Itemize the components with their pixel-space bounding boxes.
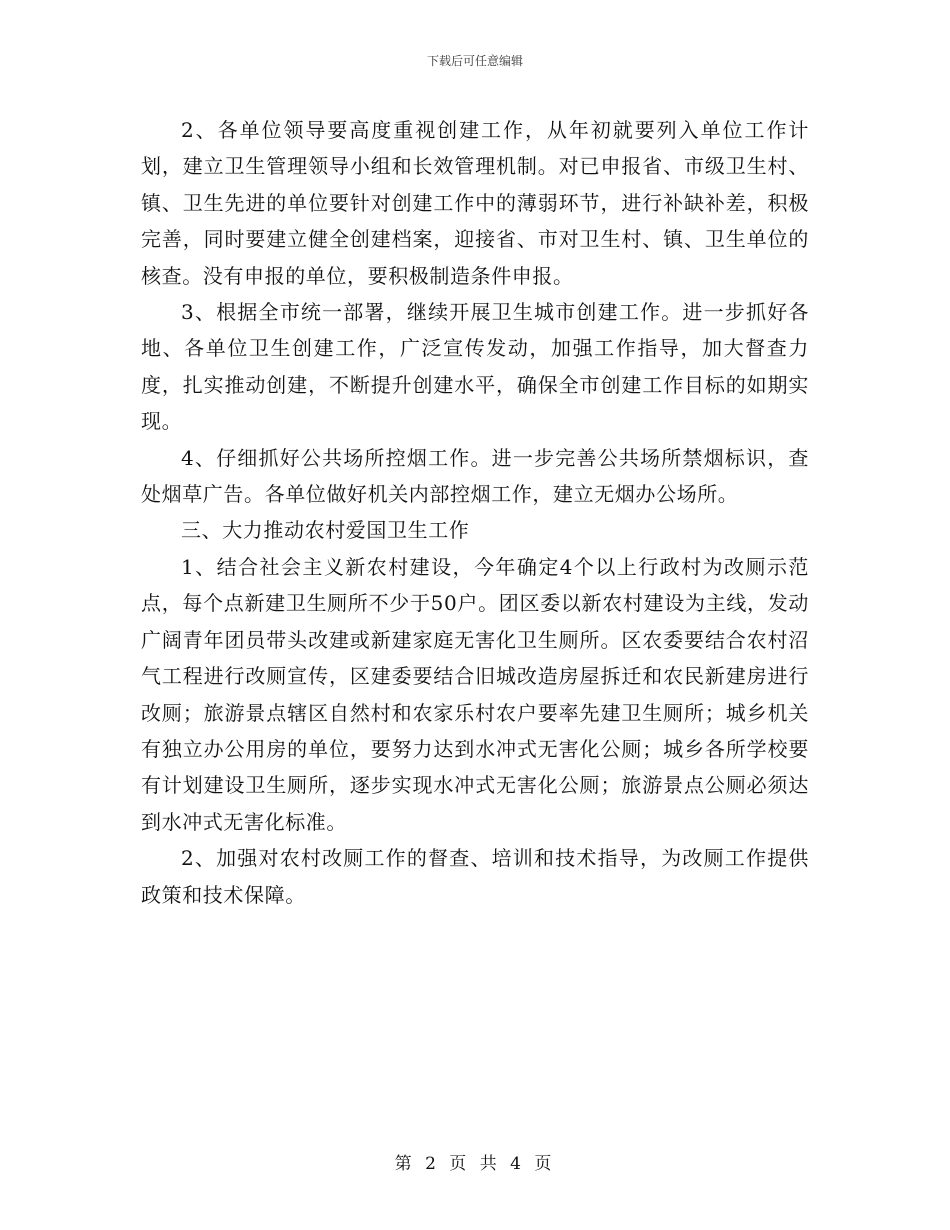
paragraph-item-2: 2、各单位领导要高度重视创建工作，从年初就要列入单位工作计划，建立卫生管理领导小组和长效管理机制。对已申报省、市级卫生村、镇、卫生先进的单位要针对创建工作中的薄弱环节，进行补缺补差，积极完善，同时要建立健全创建档案，迎接省、市对卫生村、镇、卫生单位的核查。没有申报的单位，要积极制造条件申报。 xyxy=(141,118,809,288)
page-number-footer: 第 2 页 共 4 页 xyxy=(394,1154,556,1174)
document-body xyxy=(141,112,809,913)
paragraph-item-4: 4、仔细抓好公共场所控烟工作。进一步完善公共场所禁烟标识，查处烟草广告。各单位做好机关内部控烟工作，建立无烟办公场所。 xyxy=(141,445,809,507)
page-header: 下载后可任意编辑 xyxy=(426,54,523,68)
section-heading-3: 三、大力推动农村爱国卫生工作 xyxy=(181,518,470,543)
paragraph-item-3: 3、根据全市统一部署，继续开展卫生城市创建工作。进一步抓好各地、各单位卫生创建工作，广泛宣传发动，加强工作指导，加大督查力度，扎实推动创建，不断提升创建水平，确保全市创建工作目标的如期实现。 xyxy=(141,300,809,434)
paragraph-rural-item-1: 1、结合社会主义新农村建设，今年确定4个以上行政村为改厕示范点，每个点新建卫生厕所不少于50户。团区委以新农村建设为主线，发动广阔青年团员带头改建或新建家庭无害化卫生厕所。区农委要结合农村沼气工程进行改厕宣传，区建委要结合旧城改造房屋拆迁和农民新建房进行改厕；旅游景点辖区自然村和农家乐村农户要率先建卫生厕所；城乡机关有独立办公用房的单位，要努力达到水冲式无害化公厕；城乡各所学校要有计划建设卫生厕所，逐步实现水冲式无害化公厕；旅游景点公厕必须达到水冲式无害化标准。 xyxy=(141,554,809,834)
paragraph-rural-item-2: 2、加强对农村改厕工作的督查、培训和技术指导，为改厕工作提供政策和技术保障。 xyxy=(141,846,809,907)
